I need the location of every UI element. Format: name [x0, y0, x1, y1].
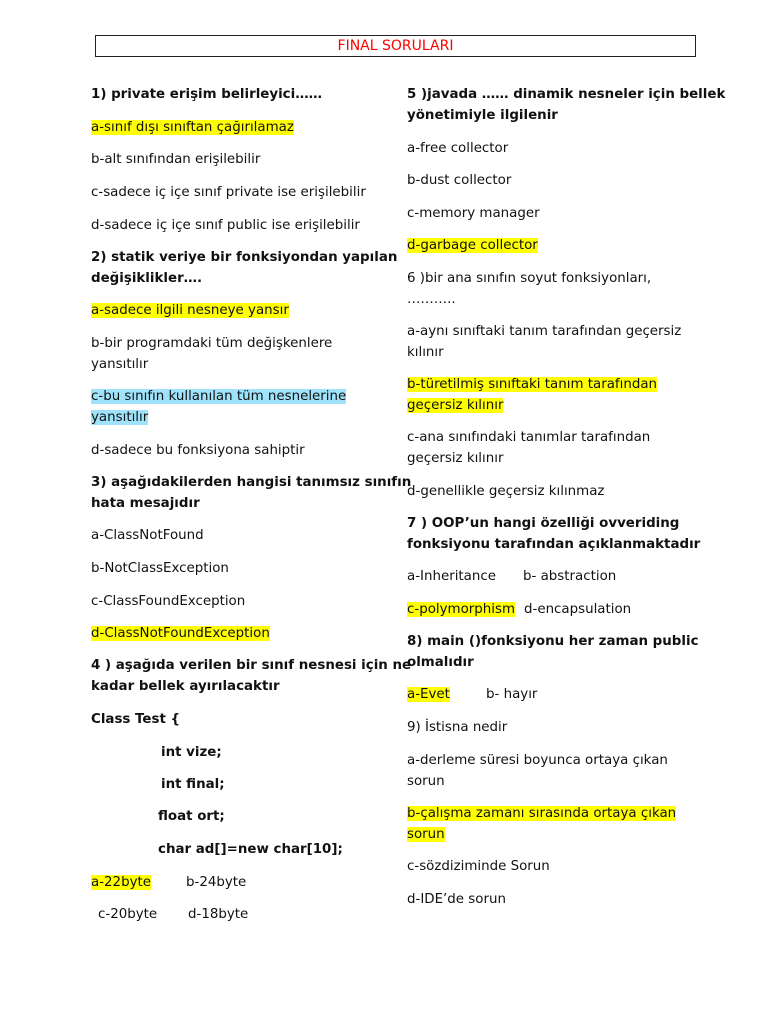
answer-highlight: a-Evet	[407, 687, 450, 702]
q6-option-a-line-1: a-aynı sınıftaki tanım tarafından geçersiz	[407, 324, 682, 339]
answer-highlight: a-sınıf dışı sınıftan çağırılamaz	[91, 120, 294, 135]
q3-option-c: c-ClassFoundException	[91, 594, 246, 609]
answer-highlight: sorun	[407, 827, 445, 842]
page-title-text: FINAL SORULARI	[337, 38, 454, 54]
alt-highlight: yansıtılır	[91, 410, 149, 425]
page-title	[95, 35, 696, 57]
q1-option-d: d-sadece iç içe sınıf public ise erişilebilir	[91, 218, 360, 233]
q1-option-c: c-sadece iç içe sınıf private ise erişilebilir	[91, 185, 366, 200]
q3-option-b: b-NotClassException	[91, 561, 229, 576]
q6-option-c-line-1: c-ana sınıfındaki tanımlar tarafından	[407, 430, 651, 445]
answer-highlight: d-garbage collector	[407, 238, 538, 253]
code-line-1: Class Test {	[91, 712, 181, 727]
q6-option-a-line-2: kılınır	[407, 345, 444, 360]
q5-option-b: b-dust collector	[407, 173, 512, 188]
q1-option-a	[91, 118, 294, 138]
question-7-line-1: 7 ) OOP’un hangi özelliği ovveriding	[407, 516, 680, 531]
code-line-3: int final;	[161, 777, 225, 792]
q7-option-d: d-encapsulation	[524, 602, 632, 617]
q4-option-c: c-20byte	[98, 907, 158, 922]
question-9: 9) İstisna nedir	[407, 720, 508, 735]
q2-option-b-line-2: yansıtılır	[91, 357, 149, 372]
question-8-line-1: 8) main ()fonksiyonu her zaman public	[407, 634, 699, 649]
question-1: 1) private erişim belirleyici……	[91, 87, 322, 102]
answer-highlight: d-ClassNotFoundException	[91, 626, 270, 641]
code-line-4: float ort;	[158, 809, 225, 824]
q9-option-d: d-IDE’de sorun	[407, 892, 506, 907]
question-3-line-1: 3) aşağıdakilerden hangisi tanımsız sınıfın	[91, 475, 412, 490]
q4-option-d: d-18byte	[188, 907, 249, 922]
question-4-line-2: kadar bellek ayırılacaktır	[91, 679, 280, 694]
q5-option-a: a-free collector	[407, 141, 509, 156]
alt-highlight: c-bu sınıfın kullanılan tüm nesnelerine	[91, 389, 347, 404]
question-7-line-2: fonksiyonu tarafından açıklanmaktadır	[407, 537, 701, 552]
q9-option-b-line-1	[407, 804, 676, 824]
q4-option-a	[91, 873, 151, 893]
q9-option-c: c-sözdiziminde Sorun	[407, 859, 550, 874]
question-8-line-2: olmalıdır	[407, 655, 474, 670]
q9-option-b-line-2	[407, 825, 445, 845]
q5-option-d	[407, 236, 538, 256]
question-6-line-1: 6 )bir ana sınıfın soyut fonksiyonları,	[407, 271, 652, 286]
code-line-2: int vize;	[161, 745, 222, 760]
q7-option-a: a-Inheritance	[407, 569, 496, 584]
q2-option-d: d-sadece bu fonksiyona sahiptir	[91, 443, 305, 458]
answer-highlight: a-sadece ilgili nesneye yansır	[91, 303, 289, 318]
q3-option-a: a-ClassNotFound	[91, 528, 204, 543]
answer-highlight: c-polymorphism	[407, 602, 516, 617]
q3-option-d	[91, 624, 270, 644]
q6-option-b-line-1	[407, 375, 657, 395]
q7-option-b: b- abstraction	[523, 569, 617, 584]
q2-option-c-line-2	[91, 408, 148, 428]
answer-highlight: geçersiz kılınır	[407, 398, 504, 413]
q6-option-b-line-2	[407, 396, 503, 416]
q2-option-a	[91, 301, 289, 321]
question-2-line-1: 2) statik veriye bir fonksiyondan yapılan	[91, 250, 398, 265]
code-line-5: char ad[]=new char[10];	[158, 842, 343, 857]
q8-option-b: b- hayır	[486, 687, 538, 702]
question-5-line-2: yönetimiyle ilgilenir	[407, 108, 558, 123]
q6-option-d: d-genellikle geçersiz kılınmaz	[407, 484, 605, 499]
q8-option-a	[407, 685, 450, 705]
question-4-line-1: 4 ) aşağıda verilen bir sınıf nesnesi için ne	[91, 658, 412, 673]
q9-option-a-line-1: a-derleme süresi boyunca ortaya çıkan	[407, 753, 668, 768]
question-3-line-2: hata mesajıdır	[91, 496, 200, 511]
q7-option-c	[407, 600, 515, 620]
question-5-line-1: 5 )javada …… dinamik nesneler için bellek	[407, 87, 726, 102]
q5-option-c: c-memory manager	[407, 206, 540, 221]
q2-option-b-line-1: b-bir programdaki tüm değişkenlere	[91, 336, 333, 351]
answer-highlight: b-türetilmiş sınıftaki tanım tarafından	[407, 377, 658, 392]
q2-option-c-line-1	[91, 387, 346, 407]
answer-highlight: a-22byte	[91, 875, 151, 890]
answer-highlight: b-çalışma zamanı sırasında ortaya çıkan	[407, 806, 677, 821]
question-6-line-2: ………..	[407, 292, 456, 307]
q9-option-a-line-2: sorun	[407, 774, 445, 789]
q6-option-c-line-2: geçersiz kılınır	[407, 451, 504, 466]
q4-option-b: b-24byte	[186, 875, 247, 890]
q1-option-b: b-alt sınıfından erişilebilir	[91, 152, 261, 167]
question-2-line-2: değişiklikler….	[91, 271, 203, 286]
